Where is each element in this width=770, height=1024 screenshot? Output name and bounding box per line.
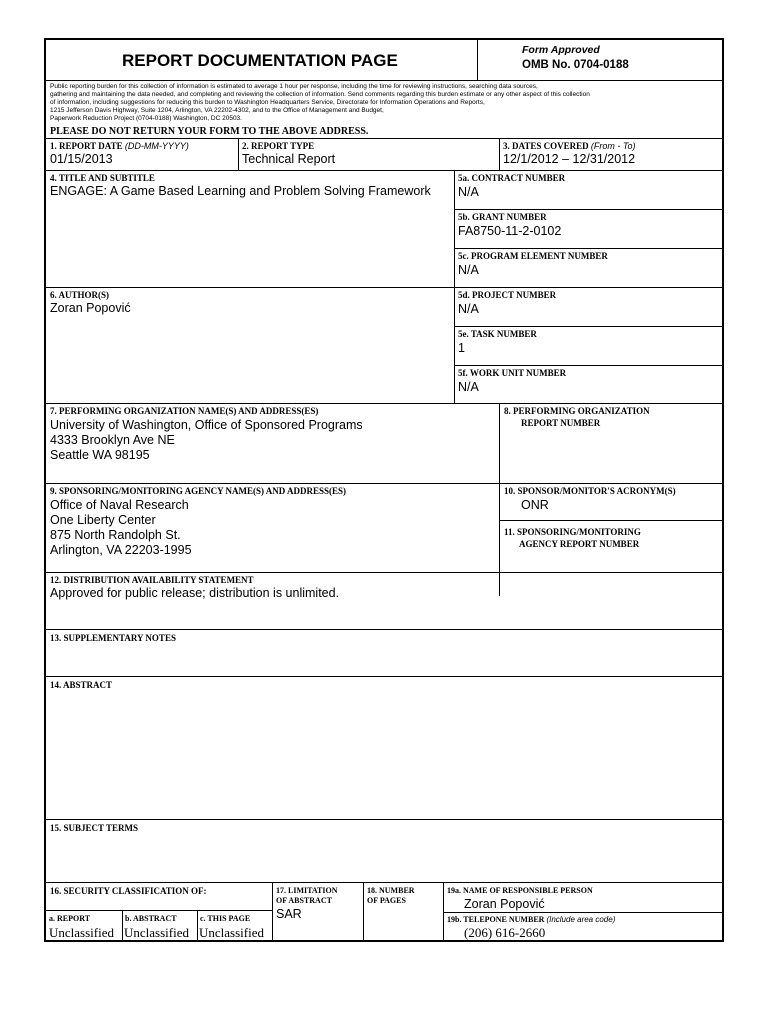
page-class-value[interactable]: Unclassified (199, 925, 264, 940)
row2-top-line (46, 170, 722, 171)
divider-16a (122, 910, 123, 940)
line-16 (46, 882, 722, 883)
grant-number-label: 5b. GRANT NUMBER (458, 212, 547, 222)
line-12 (46, 572, 722, 573)
page-title: REPORT DOCUMENTATION PAGE (122, 51, 398, 70)
supplementary-notes-label: 13. SUPPLEMENTARY NOTES (50, 633, 176, 643)
performing-org-report-label-1: 8. PERFORMING ORGANIZATION (504, 406, 650, 416)
line-5b (454, 209, 722, 210)
line-16-sub (46, 910, 272, 911)
report-class-value[interactable]: Unclassified (49, 925, 114, 940)
security-classification-label: 16. SECURITY CLASSIFICATION OF: (50, 886, 207, 896)
authors-label: 6. AUTHOR(S) (50, 290, 110, 300)
divider-16b (197, 910, 198, 940)
performing-org-report-label-2: REPORT NUMBER (521, 418, 601, 428)
contract-number-label: 5a. CONTRACT NUMBER (458, 173, 566, 183)
sponsor-acronym-value[interactable]: ONR (521, 498, 549, 512)
line-15 (46, 819, 722, 820)
row1-top-line (46, 138, 722, 139)
report-date-label: 1. REPORT DATE (DD-MM-YYYY) (50, 141, 189, 151)
authors-value[interactable]: Zoran Popović (50, 301, 131, 315)
line-13 (46, 629, 722, 630)
page-class-label: c. THIS PAGE (200, 914, 251, 923)
burden-line: of information, including suggestions for reducing this burden to Washington Headquarters Service, Directorate for Information Operations and Reports, (50, 99, 485, 106)
line-6 (46, 287, 722, 288)
dates-covered-value[interactable]: 12/1/2012 – 12/31/2012 (503, 152, 636, 166)
line-14 (46, 676, 722, 677)
task-number-value[interactable]: 1 (458, 341, 465, 355)
dates-covered-label: 3. DATES COVERED (From - To) (503, 141, 636, 151)
burden-line: gathering and maintaining the data needed, and completing and reviewing the collection of information. Send comments regarding this burden estimate or any other aspect of this collection (50, 91, 590, 98)
abstract-label: 14. ABSTRACT (50, 680, 113, 690)
header-divider (477, 40, 478, 80)
work-unit-label: 5f. WORK UNIT NUMBER (458, 368, 567, 378)
sponsoring-agency-line[interactable]: 875 North Randolph St. (50, 528, 181, 542)
work-unit-value[interactable]: N/A (458, 380, 479, 394)
report-date-value[interactable]: 01/15/2013 (50, 152, 113, 166)
limitation-value[interactable]: SAR (276, 907, 302, 921)
project-number-label: 5d. PROJECT NUMBER (458, 290, 557, 300)
limitation-label-2: OF ABSTRACT (276, 896, 332, 905)
title-label: 4. TITLE AND SUBTITLE (50, 173, 155, 183)
performing-org-line[interactable]: University of Washington, Office of Sponsored Programs (50, 418, 363, 432)
block7-divider (499, 403, 500, 596)
line-5c (454, 248, 722, 249)
responsible-person-label: 19a. NAME OF RESPONSIBLE PERSON (447, 886, 593, 895)
number-pages-label-2: OF PAGES (367, 896, 406, 905)
sponsoring-agency-line[interactable]: Office of Naval Research (50, 498, 189, 512)
subject-terms-label: 15. SUBJECT TERMS (50, 823, 138, 833)
title-value[interactable]: ENGAGE: A Game Based Learning and Problem Solving Framework (50, 184, 431, 198)
contract-number-value[interactable]: N/A (458, 185, 479, 199)
abstract-class-value[interactable]: Unclassified (124, 925, 189, 940)
report-class-label: a. REPORT (49, 914, 91, 923)
omb-number: OMB No. 0704-0188 (522, 59, 629, 71)
header-bottom-line (46, 80, 722, 81)
line-5e (454, 326, 722, 327)
performing-org-label: 7. PERFORMING ORGANIZATION NAME(S) AND ADDRESS(ES) (50, 406, 319, 416)
report-documentation-form (44, 38, 724, 942)
line-11 (499, 520, 722, 521)
line-5f (454, 365, 722, 366)
responsible-person-value[interactable]: Zoran Popović (464, 897, 545, 911)
telephone-label: 19b. TELEPONE NUMBER (Include area code) (447, 915, 616, 924)
abstract-class-label: b. ABSTRACT (125, 914, 177, 923)
task-number-label: 5e. TASK NUMBER (458, 329, 537, 339)
program-element-value[interactable]: N/A (458, 263, 479, 277)
agency-report-label-1: 11. SPONSORING/MONITORING (504, 527, 641, 537)
form-approved-label: Form Approved (522, 44, 600, 56)
report-type-label: 2. REPORT TYPE (242, 141, 315, 151)
performing-org-line[interactable]: 4333 Brooklyn Ave NE (50, 433, 175, 447)
performing-org-line[interactable]: Seattle WA 98195 (50, 448, 150, 462)
burden-line: Public reporting burden for this collection of information is estimated to average 1 hour per response, including the time for reviewing instructions, searching data sources, (50, 83, 538, 90)
telephone-value[interactable]: (206) 616-2660 (464, 925, 546, 940)
limitation-label-1: 17. LIMITATION (276, 886, 338, 895)
number-pages-label-1: 18. NUMBER (367, 886, 415, 895)
distribution-value[interactable]: Approved for public release; distribution is unlimited. (50, 586, 340, 600)
do-not-return-notice: PLEASE DO NOT RETURN YOUR FORM TO THE ABOVE ADDRESS. (50, 126, 369, 137)
sponsoring-agency-label: 9. SPONSORING/MONITORING AGENCY NAME(S) AND ADDRESS(ES) (50, 486, 347, 496)
row1-divider-2 (499, 138, 500, 170)
row1-divider-1 (238, 138, 239, 170)
grant-number-value[interactable]: FA8750-11-2-0102 (458, 224, 562, 238)
line-7 (46, 403, 722, 404)
burden-line: 1215 Jefferson Davis Highway, Suite 1204, Arlington, VA 22202-4302, and to the Office of Management and Budget, (50, 107, 384, 114)
sponsoring-agency-line[interactable]: Arlington, VA 22203-1995 (50, 543, 192, 557)
sponsor-acronym-label: 10. SPONSOR/MONITOR'S ACRONYM(S) (504, 486, 676, 496)
program-element-label: 5c. PROGRAM ELEMENT NUMBER (458, 251, 608, 261)
report-type-value[interactable]: Technical Report (242, 152, 336, 166)
line-19b (443, 912, 722, 913)
burden-statement (50, 83, 590, 123)
distribution-label: 12. DISTRIBUTION AVAILABILITY STATEMENT (50, 575, 254, 585)
divider-17 (272, 882, 273, 942)
line-9 (46, 483, 722, 484)
sponsoring-agency-line[interactable]: One Liberty Center (50, 513, 156, 527)
burden-line: Paperwork Reduction Project (0704-0188) Washington, DC 20503. (50, 115, 242, 122)
project-number-value[interactable]: N/A (458, 302, 479, 316)
agency-report-label-2: AGENCY REPORT NUMBER (519, 539, 640, 549)
divider-18 (363, 882, 364, 942)
